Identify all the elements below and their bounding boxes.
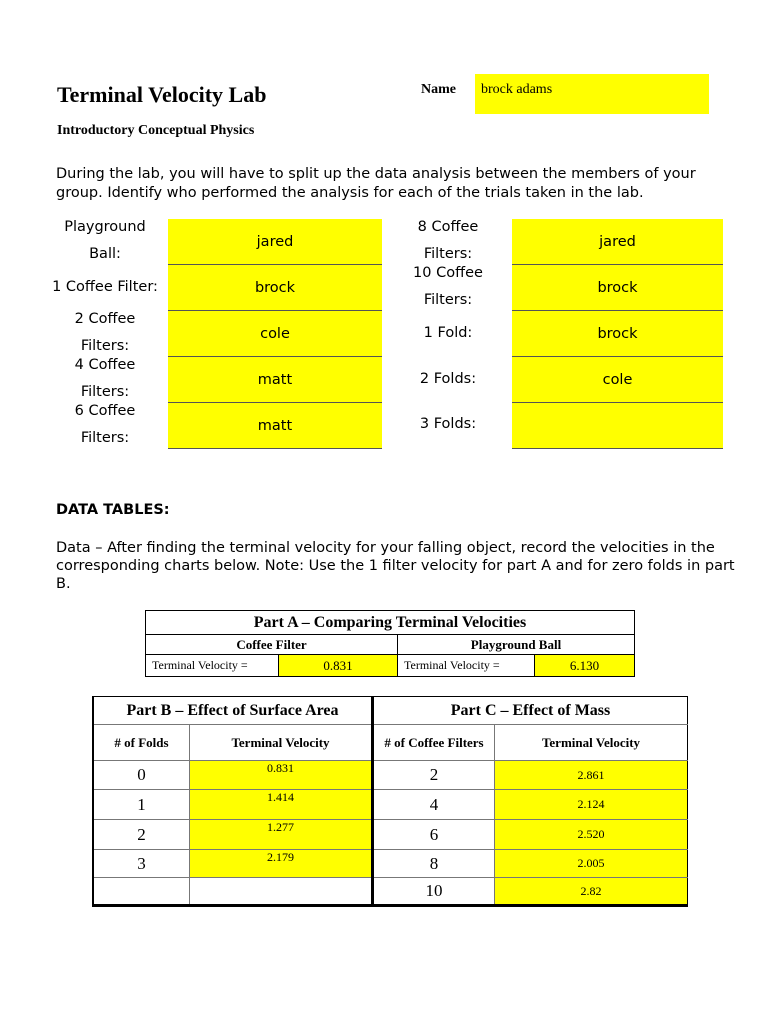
assign-field-6-filters[interactable]: matt [168,403,382,449]
part-c-filters-cell: 10 [373,878,495,906]
part-a-coffee-label: Terminal Velocity = [146,655,279,677]
assign-field-1-filter[interactable]: brock [168,265,382,311]
part-c-velocity-cell[interactable]: 2.005 [495,850,688,878]
part-b-folds-cell: 3 [93,850,190,878]
data-tables-description: Data – After finding the terminal velocity for your falling object, record the velocities in the corresponding charts below. Note: Use the 1 filter velocity for part A and for zero folds in part B. [56,540,735,592]
part-c-velocity-cell[interactable]: 2.520 [495,820,688,850]
table-row [93,820,688,850]
assign-label-2-folds: 2 Folds: [419,371,477,387]
part-c-velocity-cell[interactable]: 2.82 [495,878,688,906]
part-b-velocity-cell[interactable]: 0.831 [190,761,373,790]
part-b-title: Part B – Effect of Surface Area [93,697,373,725]
assign-label-10-filters: 10 Coffee Filters: [413,265,483,308]
name-label: Name [421,82,456,97]
part-c-filters-cell: 2 [373,761,495,790]
part-a-title: Part A – Comparing Terminal Velocities [146,611,635,635]
intro-paragraph: During the lab, you will have to split up the data analysis between the members of your group. Identify who performed the analysis for each of the trials taken in the lab. [56,166,696,201]
part-a-coffee-header: Coffee Filter [146,635,398,655]
assign-field-10-filters[interactable]: brock [512,265,723,311]
part-a-coffee-value[interactable]: 0.831 [279,655,398,677]
assign-label-6-filters: 6 Coffee Filters: [74,403,136,446]
part-c-col-velocity: Terminal Velocity [495,725,688,761]
assign-label-1-fold: 1 Fold: [423,325,473,341]
assign-label-2-filters: 2 Coffee Filters: [74,311,136,354]
part-a-ball-label: Terminal Velocity = [398,655,535,677]
subtitle: Introductory Conceptual Physics [57,123,255,138]
assign-field-2-filters[interactable]: cole [168,311,382,357]
assign-label-4-filters: 4 Coffee Filters: [74,357,136,400]
part-c-velocity-cell[interactable]: 2.124 [495,790,688,820]
data-tables-heading: DATA TABLES: [56,502,170,518]
part-b-velocity-cell[interactable] [190,878,373,906]
part-a-ball-value[interactable]: 6.130 [535,655,635,677]
assign-label-3-folds: 3 Folds: [419,416,477,432]
part-c-filters-cell: 4 [373,790,495,820]
table-row [93,790,688,820]
assign-label-1-filter: 1 Coffee Filter: [52,279,158,295]
part-c-velocity-cell[interactable]: 2.861 [495,761,688,790]
part-b-folds-cell [93,878,190,906]
assign-label-8-filters: 8 Coffee Filters: [417,219,479,262]
assign-field-1-fold[interactable]: brock [512,311,723,357]
assign-field-8-filters[interactable]: jared [512,219,723,265]
part-a-ball-header: Playground Ball [398,635,635,655]
part-b-velocity-cell[interactable]: 1.277 [190,820,373,850]
assign-field-3-folds[interactable] [512,403,723,449]
part-a-table [145,610,635,677]
part-c-col-filters: # of Coffee Filters [373,725,495,761]
part-c-title: Part C – Effect of Mass [373,697,688,725]
assign-field-playground-ball[interactable]: jared [168,219,382,265]
part-b-folds-cell: 0 [93,761,190,790]
part-b-col-folds: # of Folds [93,725,190,761]
assign-label-playground-ball: Playground Ball: [64,219,146,262]
part-bc-table [92,696,688,907]
name-field[interactable]: brock adams [475,74,709,114]
table-row [93,761,688,790]
part-b-folds-cell: 1 [93,790,190,820]
page-title: Terminal Velocity Lab [57,82,267,107]
part-b-col-velocity: Terminal Velocity [190,725,373,761]
assign-field-4-filters[interactable]: matt [168,357,382,403]
table-row [93,850,688,878]
part-b-folds-cell: 2 [93,820,190,850]
part-b-velocity-cell[interactable]: 1.414 [190,790,373,820]
assign-field-2-folds[interactable]: cole [512,357,723,403]
part-c-filters-cell: 8 [373,850,495,878]
table-row [93,878,688,906]
part-b-velocity-cell[interactable]: 2.179 [190,850,373,878]
part-c-filters-cell: 6 [373,820,495,850]
